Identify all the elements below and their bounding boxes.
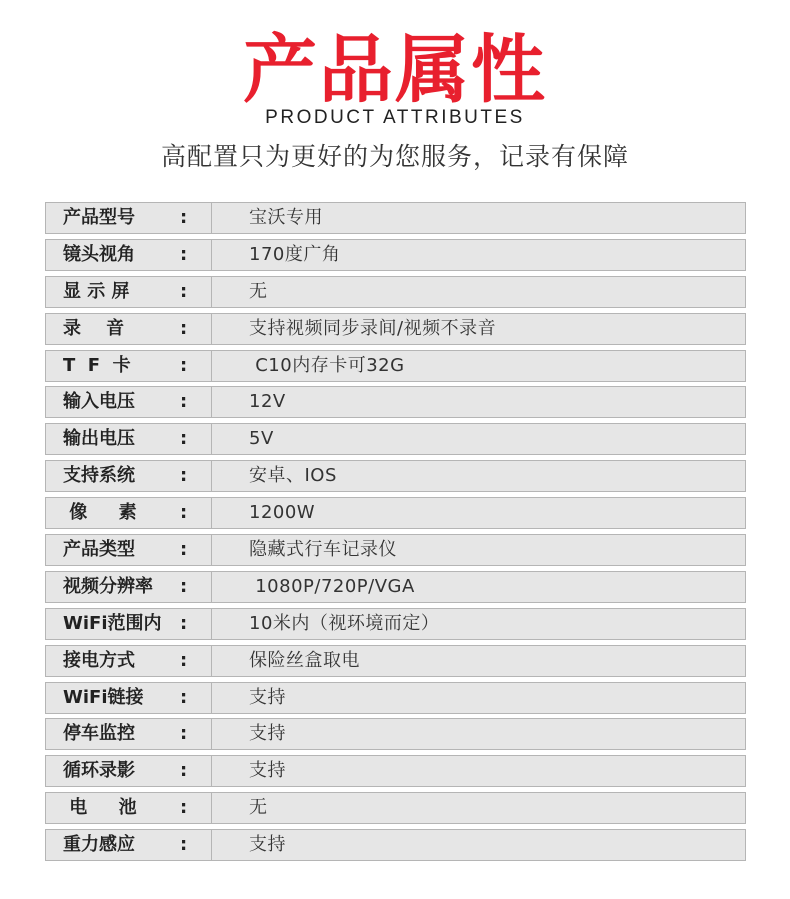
table-row xyxy=(45,239,746,271)
table-row xyxy=(45,202,746,234)
table-row xyxy=(45,608,746,640)
table-row xyxy=(45,829,746,861)
column-divider xyxy=(211,203,212,233)
table-row xyxy=(45,423,746,455)
attribute-label: 支持系统 xyxy=(63,465,135,487)
column-divider xyxy=(211,424,212,454)
slogan: 高配置只为更好的为您服务，记录有保障 xyxy=(160,142,629,171)
attribute-value: 1200W xyxy=(249,502,316,524)
attribute-value: 隐藏式行车记录仪 xyxy=(249,539,397,561)
attribute-value: 5V xyxy=(249,428,274,450)
attribute-label: 重力感应 xyxy=(63,834,135,856)
attribute-value: 支持 xyxy=(249,760,286,782)
table-row xyxy=(45,718,746,750)
column-divider xyxy=(211,498,212,528)
table-row xyxy=(45,313,746,345)
attribute-label: 像 素 xyxy=(63,502,137,524)
attribute-separator: : xyxy=(180,428,188,450)
attribute-value: 宝沃专用 xyxy=(249,207,323,228)
attribute-value: C10内存卡可32G xyxy=(249,354,405,376)
column-divider xyxy=(211,314,212,344)
attributes-table xyxy=(45,202,746,866)
table-row xyxy=(45,792,746,824)
table-row xyxy=(45,755,746,787)
table-row xyxy=(45,682,746,714)
attribute-separator: : xyxy=(180,502,188,524)
attribute-separator: : xyxy=(180,243,188,265)
attribute-value: 10米内（视环境而定） xyxy=(249,612,440,634)
attribute-separator: : xyxy=(180,797,188,819)
attribute-value: 安卓、IOS xyxy=(249,465,337,487)
column-divider xyxy=(211,683,212,713)
attribute-separator: : xyxy=(180,686,188,708)
attribute-value: 支持视频同步录间/视频不录音 xyxy=(249,317,497,339)
attribute-separator: : xyxy=(180,280,188,302)
table-row xyxy=(45,497,746,529)
attribute-label: 电 池 xyxy=(63,797,137,819)
column-divider xyxy=(211,830,212,860)
attribute-label: 镜头视角 xyxy=(63,243,135,265)
attribute-separator: : xyxy=(180,207,188,228)
attribute-value: 12V xyxy=(249,391,286,413)
table-row xyxy=(45,460,746,492)
attribute-separator: : xyxy=(180,354,188,376)
attribute-label: 视频分辨率 xyxy=(63,575,153,597)
column-divider xyxy=(211,646,212,676)
column-divider xyxy=(211,535,212,565)
attribute-label: T F 卡 xyxy=(63,354,131,376)
attribute-label: 输出电压 xyxy=(63,428,135,450)
attribute-label: 产品型号 xyxy=(63,207,135,228)
attribute-label: 产品类型 xyxy=(63,539,135,561)
attribute-value: 支持 xyxy=(249,686,286,708)
column-divider xyxy=(211,240,212,270)
table-row xyxy=(45,645,746,677)
attribute-label: 输入电压 xyxy=(63,391,135,413)
attribute-separator: : xyxy=(180,612,188,634)
attribute-separator: : xyxy=(180,317,188,339)
attribute-label: WiFi范围内 xyxy=(63,612,162,634)
attribute-separator: : xyxy=(180,575,188,597)
column-divider xyxy=(211,277,212,307)
attribute-value: 无 xyxy=(249,280,268,302)
attribute-value: 支持 xyxy=(249,834,286,856)
table-row xyxy=(45,350,746,382)
attribute-value: 保险丝盒取电 xyxy=(249,649,360,671)
page-subtitle-english: PRODUCT ATTRIBUTES xyxy=(265,107,525,128)
column-divider xyxy=(211,609,212,639)
attribute-separator: : xyxy=(180,391,188,413)
attribute-value: 1080P/720P/VGA xyxy=(249,575,415,597)
attribute-label: 显 示 屏 xyxy=(63,280,130,302)
attribute-value: 170度广角 xyxy=(249,243,341,265)
attribute-separator: : xyxy=(180,465,188,487)
table-row xyxy=(45,386,746,418)
attribute-value: 支持 xyxy=(249,723,286,745)
column-divider xyxy=(211,387,212,417)
attribute-label: 循环录影 xyxy=(63,760,135,782)
attribute-separator: : xyxy=(180,649,188,671)
column-divider xyxy=(211,351,212,381)
column-divider xyxy=(211,572,212,602)
attribute-separator: : xyxy=(180,760,188,782)
column-divider xyxy=(211,793,212,823)
attribute-separator: : xyxy=(180,723,188,745)
attribute-label: 录 音 xyxy=(63,317,125,339)
attribute-label: 接电方式 xyxy=(63,649,135,671)
table-row xyxy=(45,571,746,603)
attribute-label: WiFi链接 xyxy=(63,686,144,708)
page-title: 产品属性 xyxy=(243,27,547,113)
table-row xyxy=(45,276,746,308)
attribute-separator: : xyxy=(180,539,188,561)
column-divider xyxy=(211,461,212,491)
attribute-separator: : xyxy=(180,834,188,856)
attribute-value: 无 xyxy=(249,797,268,819)
column-divider xyxy=(211,719,212,749)
table-row xyxy=(45,534,746,566)
attribute-label: 停车监控 xyxy=(63,723,135,745)
column-divider xyxy=(211,756,212,786)
